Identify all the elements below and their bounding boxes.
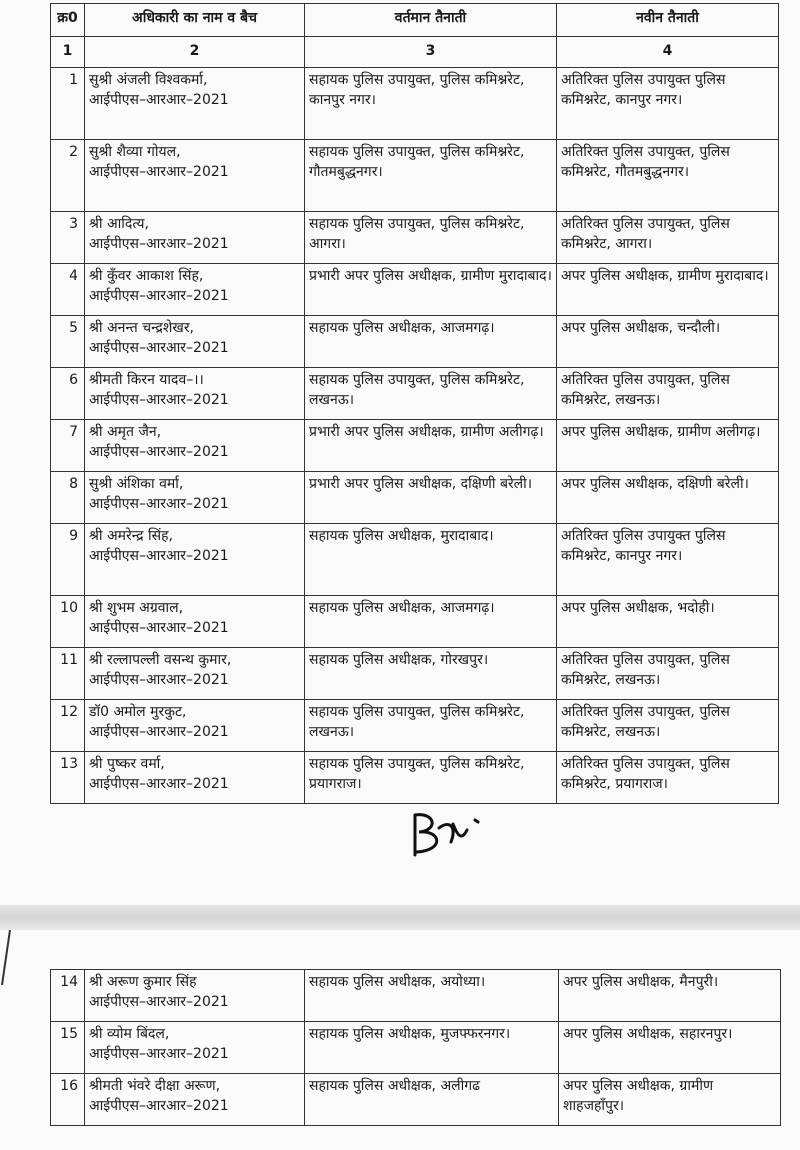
officer-batch: आईपीएस–आरआर–2021 [89,724,229,740]
serial-number-cell: 7 [51,420,85,472]
officer-batch: आईपीएस–आरआर–2021 [89,1046,229,1062]
officer-batch: आईपीएस–आरआर–2021 [89,444,229,460]
table-row [51,368,779,420]
officer-cell [85,212,305,264]
signature-mark [405,800,485,860]
officer-name: श्री अनन्त चन्द्रशेखर, [89,320,194,336]
officer-name: सुश्री शैव्या गोयल, [89,144,181,160]
officer-cell [85,420,305,472]
new-posting-cell: अपर पुलिस अधीक्षक, मैनपुरी। [559,970,781,1022]
column-number: 3 [305,37,557,68]
officer-batch: आईपीएस–आरआर–2021 [89,92,229,108]
table-row [51,648,779,700]
officer-batch: आईपीएस–आरआर–2021 [89,994,229,1010]
new-posting-cell: अतिरिक्त पुलिस उपायुक्त, पुलिस कमिश्नरेट, प्रयागराज। [557,752,779,804]
officer-name: श्री शुभम अग्रवाल, [89,600,184,616]
serial-number-cell: 14 [51,970,85,1022]
officer-batch: आईपीएस–आरआर–2021 [89,236,229,252]
officer-name: श्रीमती किरन यादव–।। [89,372,204,388]
serial-number-cell: 13 [51,752,85,804]
table-row [51,264,779,316]
officer-name: श्री पुष्कर वर्मा, [89,756,165,772]
transfer-table-page-2 [50,969,781,1126]
officer-name: सुश्री अंजली विश्वकर्मा, [89,72,208,88]
table-header-row [51,4,779,37]
serial-number-cell: 2 [51,140,85,212]
header-current: वर्तमान तैनाती [305,4,557,37]
table-row [51,752,779,804]
officer-name: श्री अमृत जैन, [89,424,162,440]
serial-number-cell: 8 [51,472,85,524]
new-posting-cell: अपर पुलिस अधीक्षक, भदोही। [557,596,779,648]
officer-cell [85,524,305,596]
current-posting-cell: सहायक पुलिस अधीक्षक, अलीगढ [305,1074,559,1126]
table-row [51,212,779,264]
officer-batch: आईपीएस–आरआर–2021 [89,776,229,792]
serial-number-cell: 10 [51,596,85,648]
table-row [51,1074,781,1126]
officer-batch: आईपीएस–आरआर–2021 [89,496,229,512]
table-row [51,970,781,1022]
current-posting-cell: प्रभारी अपर पुलिस अधीक्षक, ग्रामीण मुरादाबाद। [305,264,557,316]
margin-mark [0,930,12,990]
new-posting-cell: अपर पुलिस अधीक्षक, ग्रामीण अलीगढ़। [557,420,779,472]
current-posting-cell: सहायक पुलिस उपायुक्त, पुलिस कमिश्नरेट, प्रयागराज। [305,752,557,804]
column-number: 1 [51,37,85,68]
officer-name: श्री अरूण कुमार सिंह [89,974,197,990]
officer-batch: आईपीएस–आरआर–2021 [89,164,229,180]
new-posting-cell: अतिरिक्त पुलिस उपायुक्त, पुलिस कमिश्नरेट, आगरा। [557,212,779,264]
officer-cell [85,648,305,700]
serial-number-cell: 6 [51,368,85,420]
table-row [51,420,779,472]
serial-number-cell: 12 [51,700,85,752]
officer-cell [85,264,305,316]
new-posting-cell: अतिरिक्त पुलिस उपायुक्त पुलिस कमिश्नरेट, कानपुर नगर। [557,68,779,140]
officer-batch: आईपीएस–आरआर–2021 [89,672,229,688]
current-posting-cell: सहायक पुलिस उपायुक्त, पुलिस कमिश्नरेट, कानपुर नगर। [305,68,557,140]
table-row [51,472,779,524]
officer-batch: आईपीएस–आरआर–2021 [89,288,229,304]
officer-cell [85,472,305,524]
header-sn: क्र0 [51,4,85,37]
officer-batch: आईपीएस–आरआर–2021 [89,340,229,356]
column-number-row [51,37,779,68]
officer-cell [85,68,305,140]
officer-cell [85,596,305,648]
header-name: अधिकारी का नाम व बैच [85,4,305,37]
table-row [51,1022,781,1074]
serial-number-cell: 3 [51,212,85,264]
officer-name: श्री रल्लापल्ली वसन्थ कुमार, [89,652,232,668]
current-posting-cell: प्रभारी अपर पुलिस अधीक्षक, ग्रामीण अलीगढ़। [305,420,557,472]
current-posting-cell: सहायक पुलिस अधीक्षक, गोरखपुर। [305,648,557,700]
serial-number-cell: 15 [51,1022,85,1074]
serial-number-cell: 16 [51,1074,85,1126]
current-posting-cell: सहायक पुलिस अधीक्षक, मुजफ्फरनगर। [305,1022,559,1074]
new-posting-cell: अतिरिक्त पुलिस उपायुक्त, पुलिस कमिश्नरेट, लखनऊ। [557,700,779,752]
officer-name: श्री कुँवर आकाश सिंह, [89,268,204,284]
officer-batch: आईपीएस–आरआर–2021 [89,620,229,636]
officer-cell [85,1022,305,1074]
current-posting-cell: सहायक पुलिस अधीक्षक, आजमगढ़। [305,316,557,368]
new-posting-cell: अपर पुलिस अधीक्षक, ग्रामीण शाहजहाँपुर। [559,1074,781,1126]
officer-name: डॉ0 अमोल मुरकुट, [89,704,187,720]
officer-cell [85,700,305,752]
new-posting-cell: अपर पुलिस अधीक्षक, चन्दौली। [557,316,779,368]
officer-name: श्री व्योम बिंदल, [89,1026,170,1042]
serial-number-cell: 5 [51,316,85,368]
table-row [51,68,779,140]
officer-batch: आईपीएस–आरआर–2021 [89,1098,229,1114]
serial-number-cell: 11 [51,648,85,700]
current-posting-cell: सहायक पुलिस उपायुक्त, पुलिस कमिश्नरेट, लखनऊ। [305,700,557,752]
table-row [51,596,779,648]
new-posting-cell: अपर पुलिस अधीक्षक, ग्रामीण मुरादाबाद। [557,264,779,316]
new-posting-cell: अतिरिक्त पुलिस उपायुक्त, पुलिस कमिश्नरेट, लखनऊ। [557,368,779,420]
officer-cell [85,1074,305,1126]
current-posting-cell: सहायक पुलिस अधीक्षक, मुरादाबाद। [305,524,557,596]
transfer-table-page-1 [50,3,779,804]
serial-number-cell: 1 [51,68,85,140]
officer-cell [85,316,305,368]
document-page-2 [0,930,800,1150]
officer-name: श्री अमरेन्द्र सिंह, [89,528,173,544]
column-number: 2 [85,37,305,68]
officer-name: श्री आदित्य, [89,216,149,232]
officer-cell [85,970,305,1022]
current-posting-cell: सहायक पुलिस अधीक्षक, अयोध्या। [305,970,559,1022]
header-new: नवीन तैनाती [557,4,779,37]
current-posting-cell: सहायक पुलिस उपायुक्त, पुलिस कमिश्नरेट, गौतमबुद्धनगर। [305,140,557,212]
new-posting-cell: अपर पुलिस अधीक्षक, दक्षिणी बरेली। [557,472,779,524]
officer-cell [85,140,305,212]
table-row [51,524,779,596]
new-posting-cell: अपर पुलिस अधीक्षक, सहारनपुर। [559,1022,781,1074]
table-row [51,316,779,368]
officer-cell [85,368,305,420]
current-posting-cell: सहायक पुलिस अधीक्षक, आजमगढ़। [305,596,557,648]
serial-number-cell: 9 [51,524,85,596]
new-posting-cell: अतिरिक्त पुलिस उपायुक्त, पुलिस कमिश्नरेट, लखनऊ। [557,648,779,700]
officer-cell [85,752,305,804]
officer-name: सुश्री अंशिका वर्मा, [89,476,184,492]
page-divider [0,905,800,930]
officer-batch: आईपीएस–आरआर–2021 [89,548,229,564]
column-number: 4 [557,37,779,68]
officer-name: श्रीमती भंवरे दीक्षा अरूण, [89,1078,221,1094]
serial-number-cell: 4 [51,264,85,316]
table-row [51,700,779,752]
current-posting-cell: प्रभारी अपर पुलिस अधीक्षक, दक्षिणी बरेली। [305,472,557,524]
current-posting-cell: सहायक पुलिस उपायुक्त, पुलिस कमिश्नरेट, लखनऊ। [305,368,557,420]
table-row [51,140,779,212]
current-posting-cell: सहायक पुलिस उपायुक्त, पुलिस कमिश्नरेट, आगरा। [305,212,557,264]
new-posting-cell: अतिरिक्त पुलिस उपायुक्त, पुलिस कमिश्नरेट, गौतमबुद्धनगर। [557,140,779,212]
officer-batch: आईपीएस–आरआर–2021 [89,392,229,408]
new-posting-cell: अतिरिक्त पुलिस उपायुक्त पुलिस कमिश्नरेट, कानपुर नगर। [557,524,779,596]
